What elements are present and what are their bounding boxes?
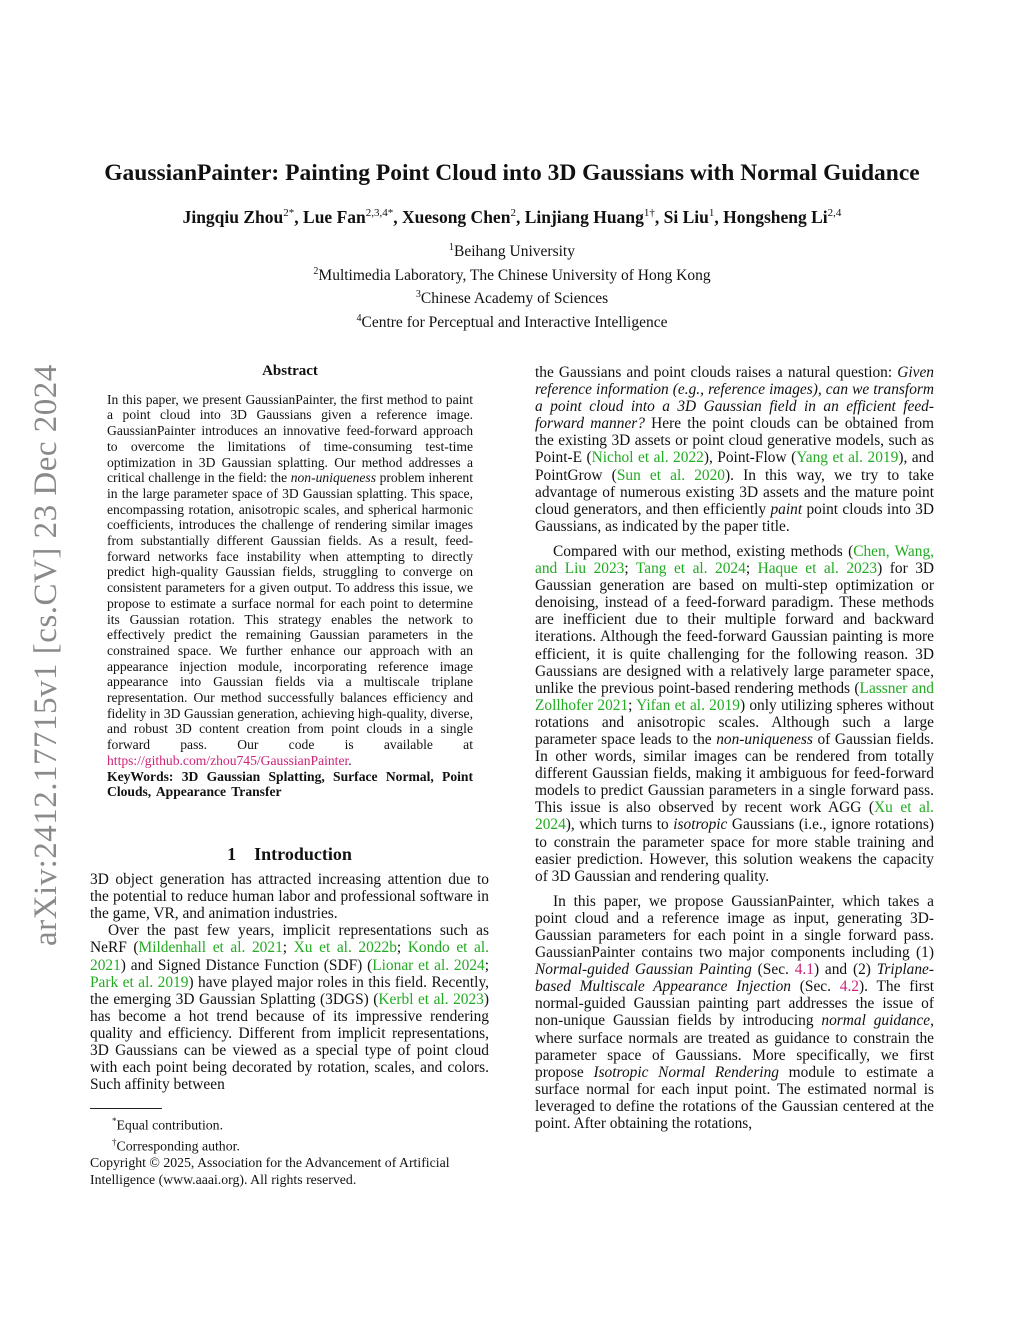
citation-link[interactable]: Tang et al. 2024: [635, 560, 746, 578]
introduction-section: [90, 846, 489, 1093]
abstract-body: In this paper, we present GaussianPainter, the first method to paint a point cloud into 3D Gaussians given a reference image. GaussianPainter introduces an innovative feed-forward approach to overcome the limitations of time-consuming test-time optimization in 3D Gaussian splatting. Our method addresses a critical challenge in the field: the non-uniqueness problem inherent in the large parameter space of 3D Gaussian splatting. This space, encompassing rotation, anisotropic scales, and spherical harmonic coefficients, introduces the challenge of rendering similar images from substantially different Gaussian fields. As a result, feed-forward networks face instability when attempting to directly predict high-quality Gaussian fields, struggling to converge on consistent parameters for a given output. To address this issue, we propose to estimate a surface normal for each point to determine its Gaussian rotation. This strategy enables the network to effectively predict the remaining Gaussian parameters in the constrained space. We further enhance our approach with an appearance injection module, incorporating reference image appearance into Gaussian fields via a multiscale triplane representation. Our method successfully balances efficiency and fidelity in 3D Gaussian generation, achieving high-quality, diverse, and robust 3D content creation from point clouds in a single forward pass. Our code is available at https://github.com/zhou745/GaussianPainter.: [107, 391, 473, 768]
affiliation: $^3$Chinese Academy of Sciences: [415, 289, 609, 308]
citation-link[interactable]: Haque et al. 2023: [757, 560, 878, 578]
paragraph: Compared with our method, existing methods (Chen, Wang, and Liu 2023; Tang et al. 2024; Haque et al. 2023) for 3D Gaussian generation are based on multi-step optimization or denoising, instead of a feed-forward paradigm. These methods are inefficient due to their multiple forward and backward iterations. Although the feed-forward Gaussian painting is more efficient, it is quite challenging for the following reason. 3D Gaussians are designed with a relatively large parameter space, unlike the previous point-based rendering methods (Lassner and Zollhofer 2021; Yifan et al. 2019) only utilizing spheres without rotations and anisotropic scales. Although such a large parameter space leads to the non-uniqueness of Gaussian fields. In other words, similar images can be rendered from totally different Gaussian fields, making it ambiguous for feed-forward models to predict Gaussian parameters in a single forward pass. This issue is also observed by recent work AGG (Xu et al. 2024), which turns to isotropic Gaussians (i.e., ignore rotations) to constrain the parameter space for more stable training and easier prediction. However, this solution weakens the capacity of 3D Gaussian and rendering quality.: [535, 542, 935, 885]
arxiv-identifier: arXiv:2412.17715v1 [cs.CV] 23 Dec 2024: [28, 364, 64, 946]
affiliation: $^2$Multimedia Laboratory, The Chinese University of Hong Kong: [313, 265, 711, 284]
citation-link[interactable]: Chen, Wang, and Liu 2023: [535, 542, 934, 578]
section-reference-link[interactable]: 4.1: [794, 961, 814, 979]
citation-link[interactable]: Mildenhall et al. 2021: [138, 939, 283, 957]
citation-link[interactable]: Nichol et al. 2022: [591, 449, 704, 467]
citation-link[interactable]: Park et al. 2019: [90, 973, 189, 991]
citation-link[interactable]: Yifan et al. 2019: [636, 696, 740, 714]
abstract-heading: Abstract: [262, 363, 318, 379]
author: Jingqiu Zhou$^{2*}$,: [182, 207, 304, 227]
author-list: [80, 207, 944, 228]
citation-link[interactable]: Xu et al. 2024: [535, 799, 934, 834]
author: Linjiang Huang$^{1\dagger}$,: [524, 207, 664, 227]
paragraph: 3D object generation has attracted increasing attention due to the potential to reduce human labor and professional software in the game, VR, and animation industries.: [90, 871, 489, 923]
affiliation-list: [80, 238, 944, 333]
citation-link[interactable]: Kerbl et al. 2023: [378, 990, 484, 1008]
citation-link[interactable]: Lassner and Zollhofer 2021: [535, 679, 934, 714]
keywords: KeyWords: 3D Gaussian Splatting, Surface Normal, Point Clouds, Appearance Transfer: [107, 768, 473, 800]
author: Si Liu$^1$,: [663, 207, 724, 227]
paragraph: the Gaussians and point clouds raises a natural question: Given reference information (e.g., reference images), can we transform a point cloud into a 3D Gaussian field in an efficient feed-forward manner? Here the point clouds can be obtained from the existing 3D assets or point cloud generative models, such as Point-E (Nichol et al. 2022), Point-Flow (Yang et al. 2019), and PointGrow (Sun et al. 2020). In this way, we try to take advantage of numerous existing 3D assets and the mature point cloud generators, and then efficiently paint point clouds into 3D Gaussians, as indicated by the paper title.: [535, 364, 935, 535]
paragraph: In this paper, we propose GaussianPainter, which takes a point cloud and a reference image as input, generating 3D-Gaussian parameters for each point in a single forward pass. GaussianPainter contains two major components including (1) Normal-guided Gaussian Painting (Sec. 4.1) and (2) Triplane-based Multiscale Appearance Injection (Sec. 4.2). The first normal-guided Gaussian painting part addresses the issue of non-unique Gaussian fields by introducing normal guidance, where surface normals are treated as guidance to constrain the parameter space of Gaussians. More specifically, we first propose Isotropic Normal Rendering module to estimate a surface normal for each input point. The estimated normal is leveraged to define the rotations of the Gaussian centered at the point. After obtaining the rotations,: [535, 892, 935, 1133]
affiliation: $^4$Centre for Perceptual and Interactive Intelligence: [356, 312, 668, 332]
citation-link[interactable]: Xu et al. 2022b: [293, 939, 397, 957]
abstract-section: [107, 364, 473, 800]
citation-link[interactable]: Lionar et al. 2024: [372, 956, 485, 974]
affiliation: $^1$Beihang University: [449, 242, 575, 261]
citation-link[interactable]: Sun et al. 2020: [616, 466, 725, 484]
author: Hongsheng Li$^{2,4}$: [723, 207, 842, 227]
right-column: [535, 364, 934, 1132]
code-link[interactable]: https://github.com/zhou745/GaussianPainter: [107, 752, 349, 768]
section-reference-link[interactable]: 4.2: [839, 978, 860, 996]
footnote-rule: [90, 1108, 162, 1109]
citation-link[interactable]: Kondo et al. 2021: [90, 939, 490, 974]
footnote: *Equal contribution.: [112, 1116, 224, 1133]
citation-link[interactable]: Yang et al. 2019: [796, 449, 899, 467]
paragraph: Over the past few years, implicit representations such as NeRF (Mildenhall et al. 2021; Xu et al. 2022b; Kondo et al. 2021) and Signed Distance Function (SDF) (Lionar et al. 2024; Park et al. 2019) have played major roles in this field. Recently, the emerging 3D Gaussian Splatting (3DGS) (Kerbl et al. 2023) has become a hot trend because of its impressive rendering quality and efficiency. Different from implicit representations, 3D Gaussians can be viewed as a special type of point cloud with each point being decorated by rotation, scales, and colors. Such affinity between: [90, 922, 490, 1094]
paper-title: GaussianPainter: Painting Point Cloud into 3D Gaussians with Normal Guidance: [104, 160, 920, 186]
footnote: †Corresponding author.: [112, 1136, 240, 1154]
footnotes: [90, 1113, 489, 1188]
author: Lue Fan$^{2,3,4*}$,: [303, 207, 402, 227]
copyright-notice: Copyright © 2025, Association for the Advancement of Artificial Intelligence (www.aaai.org). All rights reserved.: [90, 1155, 450, 1188]
section-heading: 1 Introduction: [227, 844, 352, 864]
author: Xuesong Chen$^2$,: [402, 207, 525, 227]
